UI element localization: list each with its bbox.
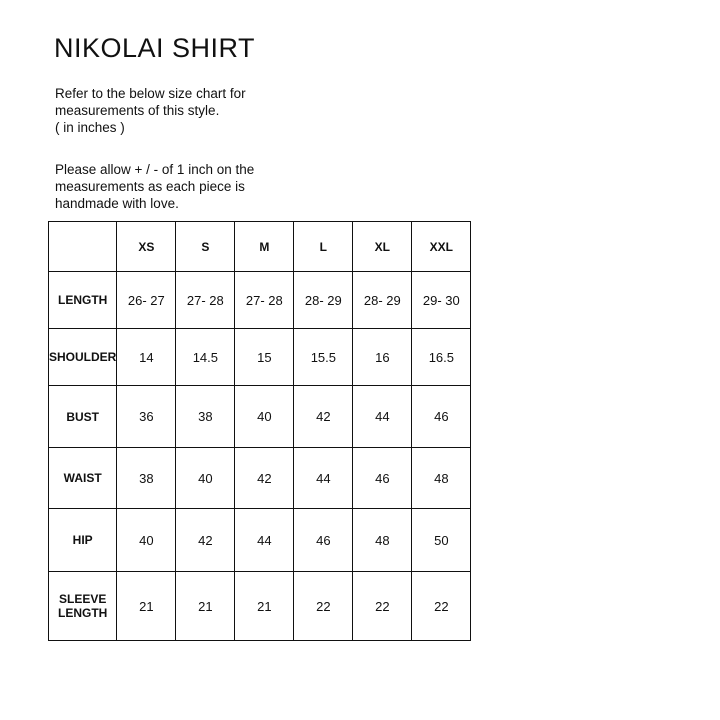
table-cell: 42 xyxy=(176,509,235,572)
table-cell: 15.5 xyxy=(294,329,353,386)
tolerance-note xyxy=(55,161,254,212)
size-header-xl: XL xyxy=(353,222,412,272)
row-label-line: SLEEVE xyxy=(58,592,107,606)
row-label-sleeve-length xyxy=(49,572,117,641)
intro-line: measurements of this style. xyxy=(55,103,220,118)
table-cell: 27- 28 xyxy=(235,272,294,329)
table-cell: 22 xyxy=(294,572,353,641)
table-cell: 22 xyxy=(353,572,412,641)
page-title: NIKOLAI SHIRT xyxy=(54,33,256,63)
table-cell: 38 xyxy=(176,386,235,448)
table-cell: 40 xyxy=(235,386,294,448)
table-cell: 22 xyxy=(412,572,471,641)
table-cell: 42 xyxy=(235,448,294,509)
row-label-waist: WAIST xyxy=(49,448,117,509)
table-cell: 36 xyxy=(117,386,176,448)
table-row-length xyxy=(49,272,471,329)
table-cell: 29- 30 xyxy=(412,272,471,329)
table-cell: 44 xyxy=(294,448,353,509)
table-cell: 15 xyxy=(235,329,294,386)
table-cell: 50 xyxy=(412,509,471,572)
table-row-waist xyxy=(49,448,471,509)
table-cell: 46 xyxy=(412,386,471,448)
intro-line: ( in inches ) xyxy=(55,120,125,135)
table-cell: 26- 27 xyxy=(117,272,176,329)
header-row xyxy=(49,222,471,272)
size-header-l: L xyxy=(294,222,353,272)
table-cell: 44 xyxy=(235,509,294,572)
table-cell: 21 xyxy=(117,572,176,641)
corner-cell xyxy=(49,222,117,272)
row-label-length: LENGTH xyxy=(49,272,117,329)
row-label-line: LENGTH xyxy=(58,606,108,620)
table-cell: 48 xyxy=(353,509,412,572)
intro-text xyxy=(55,85,246,136)
size-header-xxl: XXL xyxy=(412,222,471,272)
table-cell: 14 xyxy=(117,329,176,386)
row-label-bust: BUST xyxy=(49,386,117,448)
row-label-hip: HIP xyxy=(49,509,117,572)
table-cell: 38 xyxy=(117,448,176,509)
table-row-bust xyxy=(49,386,471,448)
size-chart xyxy=(48,221,471,641)
table-row-hip xyxy=(49,509,471,572)
table-cell: 28- 29 xyxy=(353,272,412,329)
size-header-s: S xyxy=(176,222,235,272)
table-cell: 46 xyxy=(294,509,353,572)
size-header-xs: XS xyxy=(117,222,176,272)
size-header-m: M xyxy=(235,222,294,272)
table-cell: 28- 29 xyxy=(294,272,353,329)
note-line: handmade with love. xyxy=(55,196,179,211)
note-line: measurements as each piece is xyxy=(55,179,245,194)
intro-line: Refer to the below size chart for xyxy=(55,86,246,101)
table-cell: 16.5 xyxy=(412,329,471,386)
table-row-sleeve-length xyxy=(49,572,471,641)
table-cell: 21 xyxy=(176,572,235,641)
note-line: Please allow + / - of 1 inch on the xyxy=(55,162,255,177)
table-cell: 48 xyxy=(412,448,471,509)
table-cell: 21 xyxy=(235,572,294,641)
row-label-shoulder: SHOULDER xyxy=(49,329,117,386)
table-cell: 40 xyxy=(176,448,235,509)
table-cell: 40 xyxy=(117,509,176,572)
table-cell: 14.5 xyxy=(176,329,235,386)
table-cell: 27- 28 xyxy=(176,272,235,329)
table-cell: 44 xyxy=(353,386,412,448)
table-row-shoulder xyxy=(49,329,471,386)
table-cell: 46 xyxy=(353,448,412,509)
table-cell: 42 xyxy=(294,386,353,448)
table-cell: 16 xyxy=(353,329,412,386)
size-chart-table xyxy=(48,221,471,641)
